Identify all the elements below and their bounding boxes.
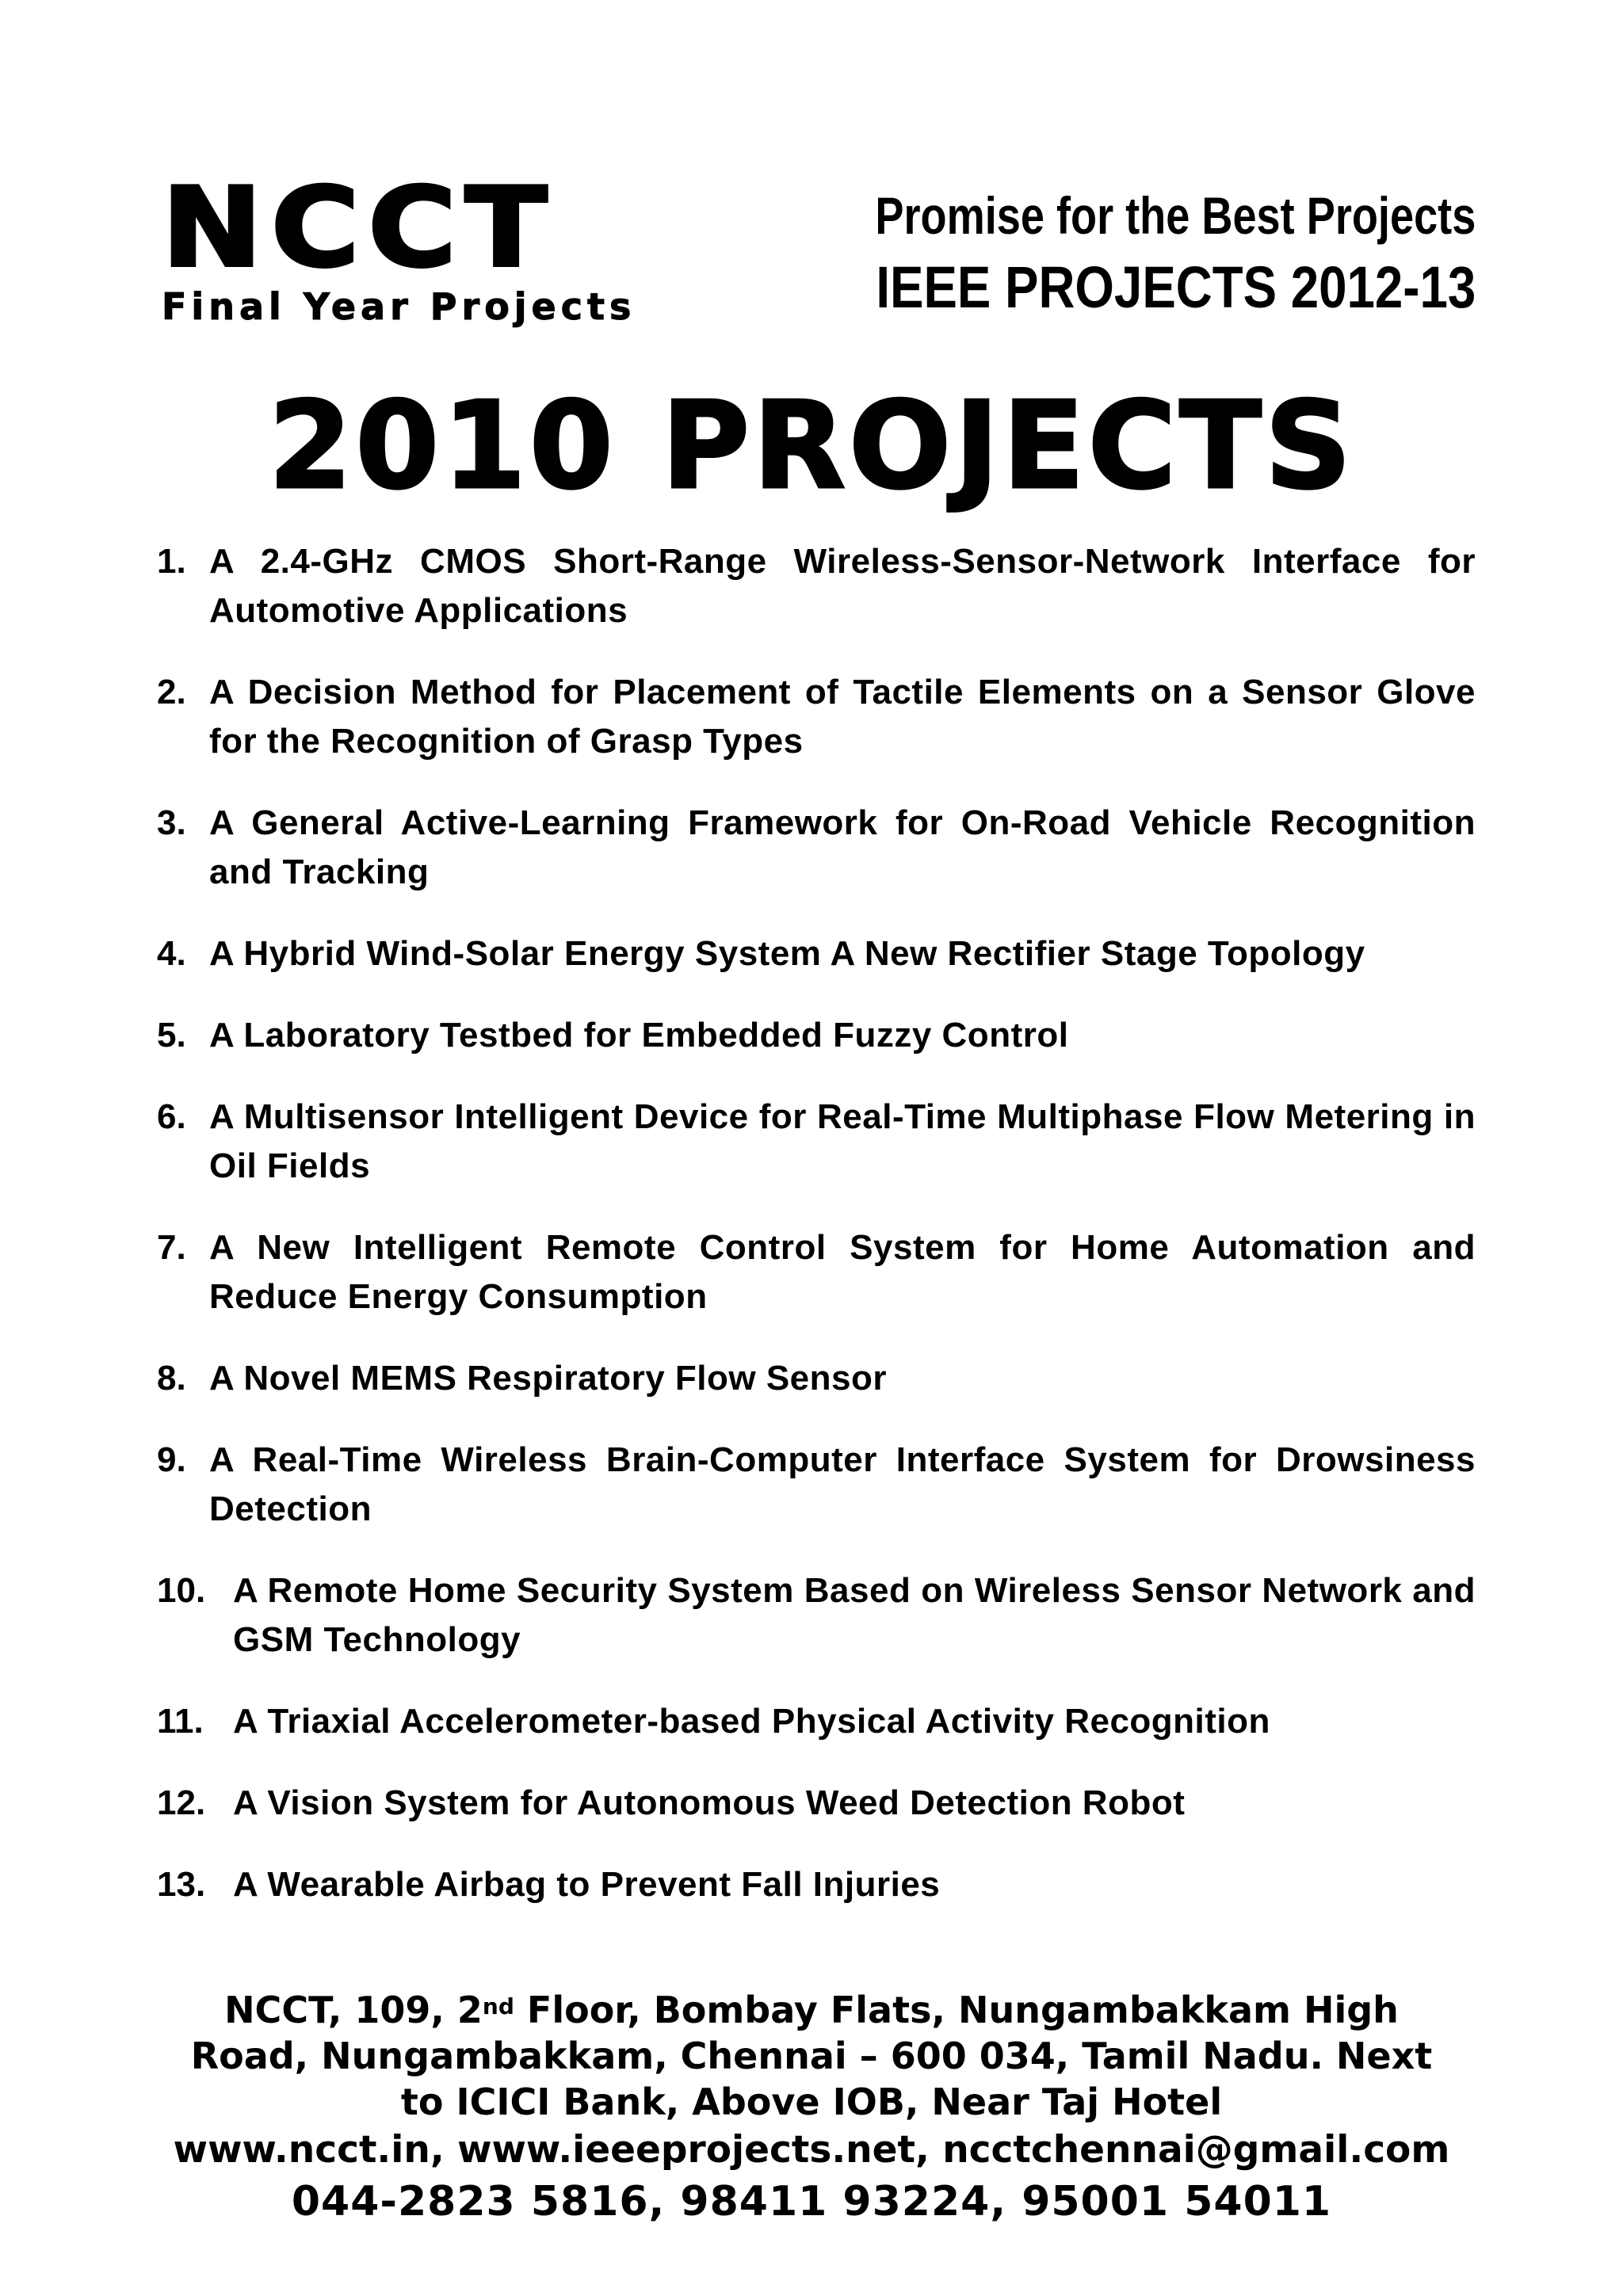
item-number: 8. xyxy=(157,1359,186,1398)
contact-footer xyxy=(0,1987,1623,2228)
logo-subtitle: Final Year Projects xyxy=(162,285,636,328)
ncct-logo-block xyxy=(162,164,716,328)
item-title: A 2.4-GHz CMOS Short-Range Wireless-Sensor-Network Interface for Automotive Applications xyxy=(209,542,1476,630)
item-number: 13. xyxy=(157,1865,206,1904)
list-item xyxy=(157,1011,1476,1060)
header-tagline-block xyxy=(743,184,1476,323)
list-item xyxy=(157,1697,1476,1746)
page-title: 2010 PROJECTS xyxy=(268,376,1355,516)
item-title: A Wearable Airbag to Prevent Fall Injuries xyxy=(233,1865,941,1904)
item-number: 3. xyxy=(157,803,186,842)
ncct-logo: NCCT xyxy=(162,164,556,292)
item-number: 6. xyxy=(157,1097,186,1136)
address-superscript: nd xyxy=(482,1993,514,2019)
item-number: 10. xyxy=(157,1571,206,1610)
list-item xyxy=(157,929,1476,978)
item-number: 4. xyxy=(157,934,186,973)
list-item xyxy=(157,668,1476,766)
item-number: 12. xyxy=(157,1783,206,1822)
item-number: 2. xyxy=(157,673,186,711)
list-item xyxy=(157,799,1476,897)
item-title: A Vision System for Autonomous Weed Detection Robot xyxy=(233,1783,1186,1822)
web-contacts: www.ncct.in, www.ieeeprojects.net, ncctchennai@gmail.com xyxy=(173,2128,1450,2172)
address-line-3: to ICICI Bank, Above IOB, Near Taj Hotel xyxy=(400,2081,1223,2123)
phone-numbers: 044-2823 5816, 98411 93224, 95001 54011 xyxy=(291,2178,1332,2225)
item-title: A Laboratory Testbed for Embedded Fuzzy Control xyxy=(209,1016,1069,1055)
address-part-2: Floor, Bombay Flats, Nungambakkam High xyxy=(514,1989,1399,2031)
list-item xyxy=(157,1093,1476,1191)
project-list xyxy=(157,537,1476,1942)
item-title: A Decision Method for Placement of Tactile Elements on a Sensor Glove for the Recognition of Grasp Types xyxy=(209,673,1476,761)
list-item xyxy=(157,1436,1476,1534)
list-item xyxy=(157,1354,1476,1403)
list-item xyxy=(157,1566,1476,1665)
item-title: A Novel MEMS Respiratory Flow Sensor xyxy=(209,1359,887,1398)
item-title: A Remote Home Security System Based on Wireless Sensor Network and GSM Technology xyxy=(233,1571,1476,1659)
ieee-projects-heading: IEEE PROJECTS 2012-13 xyxy=(876,254,1476,320)
item-title: A General Active-Learning Framework for On-Road Vehicle Recognition and Tracking xyxy=(209,803,1476,891)
item-number: 9. xyxy=(157,1440,186,1479)
item-title: A Triaxial Accelerometer-based Physical Activity Recognition xyxy=(233,1702,1270,1741)
item-number: 11. xyxy=(157,1702,204,1741)
tagline: Promise for the Best Projects xyxy=(875,186,1476,245)
address-part-1: NCCT, 109, 2 xyxy=(224,1989,483,2031)
address-line-1 xyxy=(0,1987,1623,2033)
item-number: 5. xyxy=(157,1016,186,1055)
item-number: 7. xyxy=(157,1228,186,1267)
list-item xyxy=(157,1779,1476,1828)
address-line-2: Road, Nungambakkam, Chennai – 600 034, Tamil Nadu. Next xyxy=(190,2035,1433,2077)
list-item xyxy=(157,537,1476,635)
item-title: A New Intelligent Remote Control System for Home Automation and Reduce Energy Consumption xyxy=(209,1228,1476,1316)
item-title: A Real-Time Wireless Brain-Computer Interface System for Drowsiness Detection xyxy=(209,1440,1476,1528)
item-title: A Multisensor Intelligent Device for Real-Time Multiphase Flow Metering in Oil Fields xyxy=(209,1097,1476,1185)
item-title: A Hybrid Wind-Solar Energy System A New Rectifier Stage Topology xyxy=(209,934,1365,973)
item-number: 1. xyxy=(157,542,186,581)
list-item xyxy=(157,1223,1476,1322)
list-item xyxy=(157,1860,1476,1909)
